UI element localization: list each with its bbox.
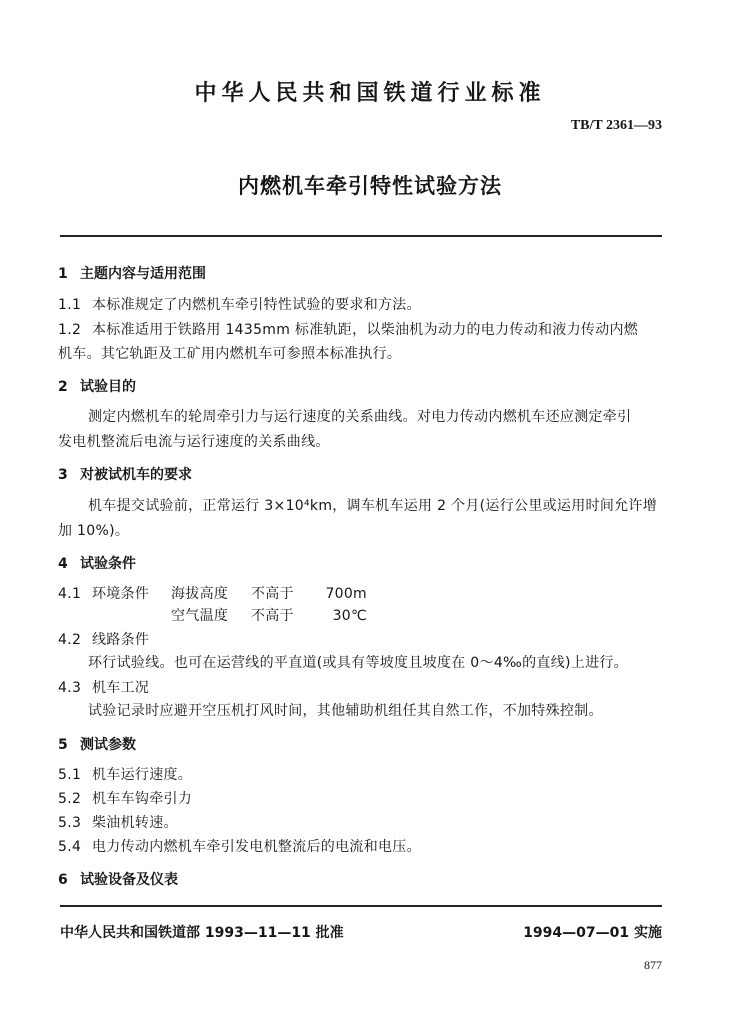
clause-text: 本标准适用于铁路用 1435mm 标准轨距，以柴油机为动力的电力传动和液力传动内燃 bbox=[92, 322, 639, 338]
clause-1-2-cont: 机车。其它轨距及工矿用内燃机车可参照本标准执行。 bbox=[58, 346, 402, 362]
bottom-divider bbox=[60, 905, 662, 907]
clause-label: 环境条件 bbox=[92, 586, 150, 602]
section-number: 2 bbox=[58, 379, 68, 395]
section-3-line-1: 机车提交试验前，正常运行 3×10⁴km，调车机车运用 2 个月(运行公里或运用时间允许增 bbox=[88, 498, 658, 514]
document-title: 内燃机车牵引特性试验方法 bbox=[238, 174, 502, 198]
clause-text: 机车车钩牵引力 bbox=[92, 791, 193, 807]
clause-5-2 bbox=[58, 788, 192, 810]
section-1-heading bbox=[58, 263, 206, 283]
section-5-heading bbox=[58, 734, 136, 754]
condition-value: 700m bbox=[325, 586, 367, 602]
clause-number: 5.3 bbox=[58, 815, 82, 831]
environment-conditions-table bbox=[171, 583, 367, 627]
section-number: 3 bbox=[58, 467, 68, 483]
section-title: 试验设备及仪表 bbox=[80, 872, 178, 888]
section-title: 测试参数 bbox=[80, 737, 136, 753]
section-6-heading bbox=[58, 869, 178, 889]
clause-number: 4.3 bbox=[58, 680, 82, 696]
clause-number: 1.1 bbox=[58, 297, 82, 313]
section-title: 对被试机车的要求 bbox=[80, 467, 192, 483]
clause-number: 4.1 bbox=[58, 586, 82, 602]
top-divider bbox=[60, 235, 662, 237]
condition-relation: 不高于 bbox=[251, 586, 294, 602]
condition-value: 30℃ bbox=[332, 608, 367, 624]
section-3-line-2: 加 10%)。 bbox=[58, 523, 130, 539]
clause-text: 本标准规定了内燃机车牵引特性试验的要求和方法。 bbox=[92, 297, 421, 313]
clause-4-3 bbox=[58, 677, 149, 699]
section-2-line-2: 发电机整流后电流与运行速度的关系曲线。 bbox=[58, 434, 330, 450]
clause-5-3 bbox=[58, 812, 178, 834]
standard-code: TB/T 2361—93 bbox=[570, 118, 662, 133]
section-title: 试验目的 bbox=[80, 379, 136, 395]
clause-number: 5.1 bbox=[58, 767, 82, 783]
clause-1-1 bbox=[58, 294, 421, 316]
clause-text: 机车运行速度。 bbox=[92, 767, 193, 783]
page-number: 877 bbox=[644, 958, 662, 972]
clause-1-2 bbox=[58, 319, 638, 341]
section-number: 6 bbox=[58, 872, 68, 888]
condition-item: 空气温度 bbox=[171, 608, 229, 624]
clause-5-1 bbox=[58, 764, 192, 786]
clause-4-3-text: 试验记录时应避开空压机打风时间，其他辅助机组任其自然工作，不加特殊控制。 bbox=[88, 703, 603, 719]
section-title: 主题内容与适用范围 bbox=[80, 266, 206, 282]
section-number: 4 bbox=[58, 556, 68, 572]
clause-label: 机车工况 bbox=[92, 680, 150, 696]
clause-4-2 bbox=[58, 629, 149, 651]
approval-line: 中华人民共和国铁道部 1993—11—11 批准 bbox=[60, 925, 344, 941]
section-2-line-1: 测定内燃机车的轮周牵引力与运行速度的关系曲线。对电力传动内燃机车还应测定牵引 bbox=[88, 409, 632, 425]
section-3-heading bbox=[58, 464, 192, 484]
standard-category: 中华人民共和国铁道行业标准 bbox=[194, 81, 546, 106]
condition-row-altitude bbox=[171, 583, 367, 605]
condition-item: 海拔高度 bbox=[171, 586, 229, 602]
clause-number: 5.4 bbox=[58, 839, 82, 855]
clause-number: 1.2 bbox=[58, 322, 82, 338]
clause-5-4 bbox=[58, 836, 421, 858]
section-number: 1 bbox=[58, 266, 68, 282]
section-title: 试验条件 bbox=[80, 556, 136, 572]
condition-relation: 不高于 bbox=[251, 608, 294, 624]
clause-text: 电力传动内燃机车牵引发电机整流后的电流和电压。 bbox=[92, 839, 421, 855]
clause-4-1 bbox=[58, 583, 149, 605]
clause-4-2-text: 环行试验线。也可在运营线的平直道(或具有等坡度且坡度在 0～4‰的直线)上进行。 bbox=[88, 655, 628, 671]
clause-number: 4.2 bbox=[58, 632, 82, 648]
section-4-heading bbox=[58, 553, 136, 573]
implementation-date: 1994—07—01 实施 bbox=[523, 925, 662, 941]
section-2-heading bbox=[58, 376, 136, 396]
condition-row-temperature bbox=[171, 605, 367, 627]
clause-number: 5.2 bbox=[58, 791, 82, 807]
section-number: 5 bbox=[58, 737, 68, 753]
clause-label: 线路条件 bbox=[92, 632, 150, 648]
clause-text: 柴油机转速。 bbox=[92, 815, 178, 831]
